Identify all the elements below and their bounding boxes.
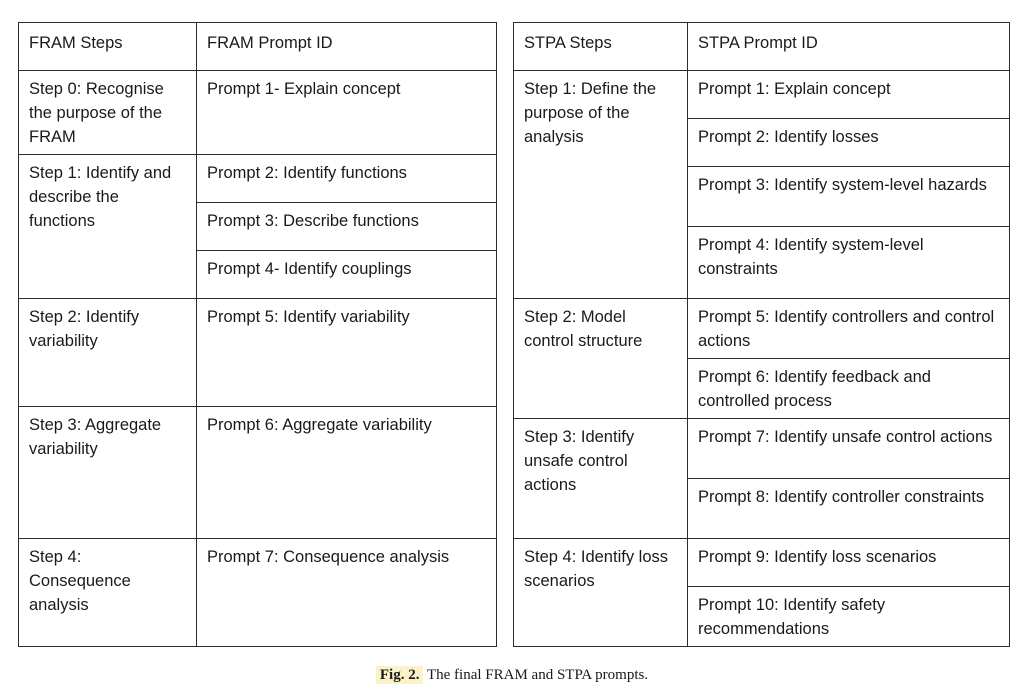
stpa-prompt-7: Prompt 7: Identify unsafe control actions [688, 419, 1010, 479]
stpa-prompt-6: Prompt 6: Identify feedback and controlled process [688, 359, 1010, 419]
stpa-prompt-8: Prompt 8: Identify controller constraints [688, 479, 1010, 539]
fram-step-4: Step 4: Consequence analysis [19, 539, 197, 647]
table-row [514, 299, 1010, 359]
table-row [19, 299, 497, 407]
fram-steps-header: FRAM Steps [19, 23, 197, 71]
fram-step-2: Step 2: Identify variability [19, 299, 197, 407]
fram-prompt-5: Prompt 5: Identify variability [197, 299, 497, 407]
fram-header-row [19, 23, 497, 71]
fram-step-0: Step 0: Recognise the purpose of the FRAM [19, 71, 197, 155]
stpa-step-4: Step 4: Identify loss scenarios [514, 539, 688, 647]
stpa-prompt-header: STPA Prompt ID [688, 23, 1010, 71]
fram-prompt-2: Prompt 2: Identify functions [197, 155, 497, 203]
figure-caption-text: The final FRAM and STPA prompts. [426, 667, 649, 683]
stpa-steps-header: STPA Steps [514, 23, 688, 71]
table-row [514, 539, 1010, 587]
table-row [514, 419, 1010, 479]
fram-prompt-header: FRAM Prompt ID [197, 23, 497, 71]
stpa-step-3: Step 3: Identify unsafe control actions [514, 419, 688, 539]
stpa-prompt-3: Prompt 3: Identify system-level hazards [688, 167, 1010, 227]
stpa-step-1: Step 1: Define the purpose of the analysis [514, 71, 688, 299]
stpa-prompt-10: Prompt 10: Identify safety recommendations [688, 587, 1010, 647]
stpa-prompt-4: Prompt 4: Identify system-level constraints [688, 227, 1010, 299]
table-row [514, 71, 1010, 119]
table-row [19, 407, 497, 539]
stpa-prompt-1: Prompt 1: Explain concept [688, 71, 1010, 119]
stpa-prompt-5: Prompt 5: Identify controllers and control actions [688, 299, 1010, 359]
fram-prompt-6: Prompt 6: Aggregate variability [197, 407, 497, 539]
fram-prompt-1: Prompt 1- Explain concept [197, 71, 497, 155]
stpa-header-row [514, 23, 1010, 71]
table-row [19, 539, 497, 647]
stpa-step-2: Step 2: Model control structure [514, 299, 688, 419]
figure-label: Fig. 2. [376, 666, 424, 684]
figure-caption [0, 664, 1024, 686]
table-row [19, 71, 497, 155]
fram-prompt-4: Prompt 4- Identify couplings [197, 251, 497, 299]
table-row [19, 155, 497, 203]
stpa-table [513, 22, 1010, 647]
fram-table [18, 22, 497, 647]
fram-prompt-3: Prompt 3: Describe functions [197, 203, 497, 251]
fram-step-3: Step 3: Aggregate variability [19, 407, 197, 539]
stpa-prompt-2: Prompt 2: Identify losses [688, 119, 1010, 167]
fram-step-1: Step 1: Identify and describe the functions [19, 155, 197, 299]
fram-prompt-7: Prompt 7: Consequence analysis [197, 539, 497, 647]
stpa-prompt-9: Prompt 9: Identify loss scenarios [688, 539, 1010, 587]
